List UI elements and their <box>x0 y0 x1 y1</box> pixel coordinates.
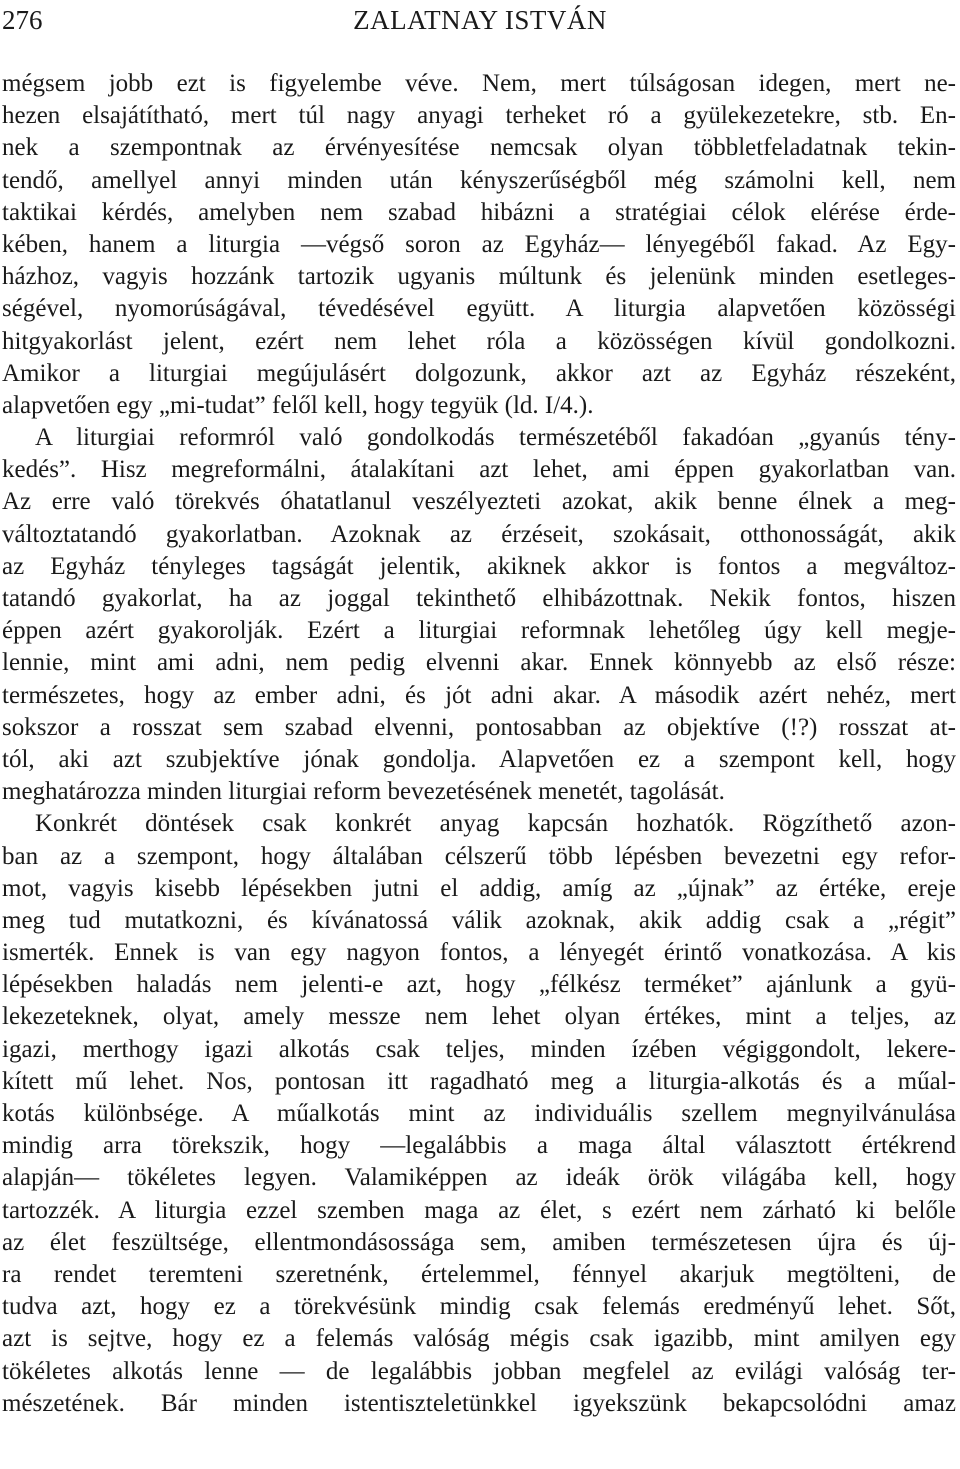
text-line: az Egyház tényleges tagságát jelentik, akiknek akkor is fontos a megváltoz- <box>2 552 956 580</box>
text-line: lépésekben haladás nem jelenti-e azt, hogy „félkész terméket” ajánlunk a gyü- <box>2 971 956 999</box>
text-line: ismerték. Ennek is van egy nagyon fontos, a lényegét érintő vonatkozása. A kis <box>2 939 956 967</box>
text-line: természetes, hogy az ember adni, és jót adni akar. A második azért nehéz, mert <box>2 681 956 709</box>
text-line: meg tud mutatkozni, és kívánatossá válik azoknak, akik addig csak a „régit” <box>2 906 956 934</box>
text-line: ban az a szempont, hogy általában célszerű több lépésben bevezetni egy refor- <box>2 842 956 870</box>
text-line: Konkrét döntések csak konkrét anyag kapcsán hozhatók. Rögzíthető azon- <box>35 810 956 838</box>
text-line: kotás különbsége. A műalkotás mint az individuális szellem megnyilvánulása <box>2 1100 956 1127</box>
text-line: tudva azt, hogy ez a törekvésünk mindig csak felemás eredményű lehet. Sőt, <box>2 1293 956 1321</box>
text-line: változtatandó gyakorlatban. Azoknak az érzéseit, szokásait, otthonosságát, akik <box>2 520 956 548</box>
text-line: meghatározza minden liturgiai reform bevezetésének menetét, tagolását. <box>2 778 725 806</box>
text-line: házhoz, vagyis hozzánk tartozik ugyanis múltunk és jelenünk minden esetleges- <box>2 263 956 291</box>
text-line: nek a szempontnak az érvényesítése nemcsak olyan többletfeladatnak tekin- <box>2 134 956 162</box>
text-line: hitgyakorlást jelent, ezért nem lehet róla a közösségen kívül gondolkozni. <box>2 327 956 355</box>
text-line: mot, vagyis kisebb lépésekben jutni el addig, amíg az „újnak” az értéke, ereje <box>2 874 956 902</box>
text-line: A liturgiai reformról való gondolkodás természetéből fakadóan „gyanús tény- <box>35 424 956 452</box>
text-line: tatandó gyakorlat, ha az joggal tekinthető elhibázottnak. Nekik fontos, hiszen <box>2 585 956 612</box>
text-line: mészetének. Bár minden istentiszteletünkkel igyekszünk bekapcsolódni amaz <box>2 1389 956 1417</box>
text-line: az élet feszültsége, ellentmondásossága sem, amiben természetesen újra és új- <box>2 1228 956 1256</box>
text-line: Amikor a liturgiai megújulásért dolgozunk, akkor azt az Egyház részeként, <box>2 359 956 387</box>
text-line: éppen azért gyakorolják. Ezért a liturgiai reformnak lehetőleg úgy kell megje- <box>2 617 956 645</box>
text-line: azt is sejtve, hogy ez a felemás valóság mégis csak igazibb, mint amilyen egy <box>2 1325 956 1353</box>
running-title: ZALATNAY ISTVÁN <box>353 5 607 35</box>
text-line: taktikai kérdés, amelyben nem szabad hibázni a stratégiai célok elérése érde- <box>2 198 956 226</box>
text-line: tartozzék. A liturgia ezzel szemben maga az élet, s ezért nem zárható ki belőle <box>2 1196 956 1224</box>
text-line: lennie, mint ami adni, nem pedig elvenni akar. Ennek könnyebb az első része: <box>2 649 956 677</box>
text-line: alapvetően egy „mi-tudat” felől kell, hogy tegyük (ld. I/4.). <box>2 391 594 419</box>
text-line: Az erre való törekvés óhatatlanul veszélyezteti azokat, akik benne élnek a meg- <box>2 488 956 516</box>
text-line: lekezeteknek, olyat, amely messze nem lehet olyan értékes, mint a teljes, az <box>2 1003 956 1031</box>
text-line: tól, aki azt szubjektíve jónak gondolja. Alapvetően ez a szempont kell, hogy <box>2 745 956 773</box>
text-line: mégsem jobb ezt is figyelembe véve. Nem, mert túlságosan idegen, mert ne- <box>2 70 956 97</box>
text-line: tökéletes alkotás lenne — de legalábbis jobban megfelel az evilági valóság ter- <box>2 1357 956 1385</box>
text-line: tendő, amellyel annyi minden után kényszerűségből még számolni kell, nem <box>2 166 956 194</box>
page-number: 276 <box>2 5 43 35</box>
text-line: kített mű lehet. Nos, pontosan itt ragadható meg a liturgia-alkotás és a műal- <box>2 1067 956 1095</box>
text-line: ségével, nyomorúságával, tévedésével együtt. A liturgia alapvetően közösségi <box>2 295 956 323</box>
page-header <box>0 0 960 40</box>
text-line: hezen elsajátítható, mert túl nagy anyagi terheket ró a gyülekezetekre, stb. En- <box>2 102 956 130</box>
text-line: sokszor a rosszat sem szabad elvenni, pontosabban az objektíve (!?) rosszat at- <box>2 713 956 741</box>
text-line: ra rendet teremteni szeretnénk, értelemmel, fénnyel akarjuk megtölteni, de <box>2 1260 956 1288</box>
text-line: kedés”. Hisz megreformálni, átalakítani azt lehet, ami éppen gyakorlatban van. <box>2 456 956 484</box>
text-line: alapján— tökéletes legyen. Valamiképpen az ideák örök világába kell, hogy <box>2 1164 956 1192</box>
text-line: kében, hanem a liturgia —végső soron az Egyház— lényegéből fakad. Az Egy- <box>2 230 956 258</box>
text-line: igazi, merthogy igazi alkotás csak teljes, minden ízében végiggondolt, lekere- <box>2 1035 956 1063</box>
body-text <box>2 68 956 1420</box>
text-line: mindig arra törekszik, hogy —legalábbis a maga által választott értékrend <box>2 1132 956 1160</box>
